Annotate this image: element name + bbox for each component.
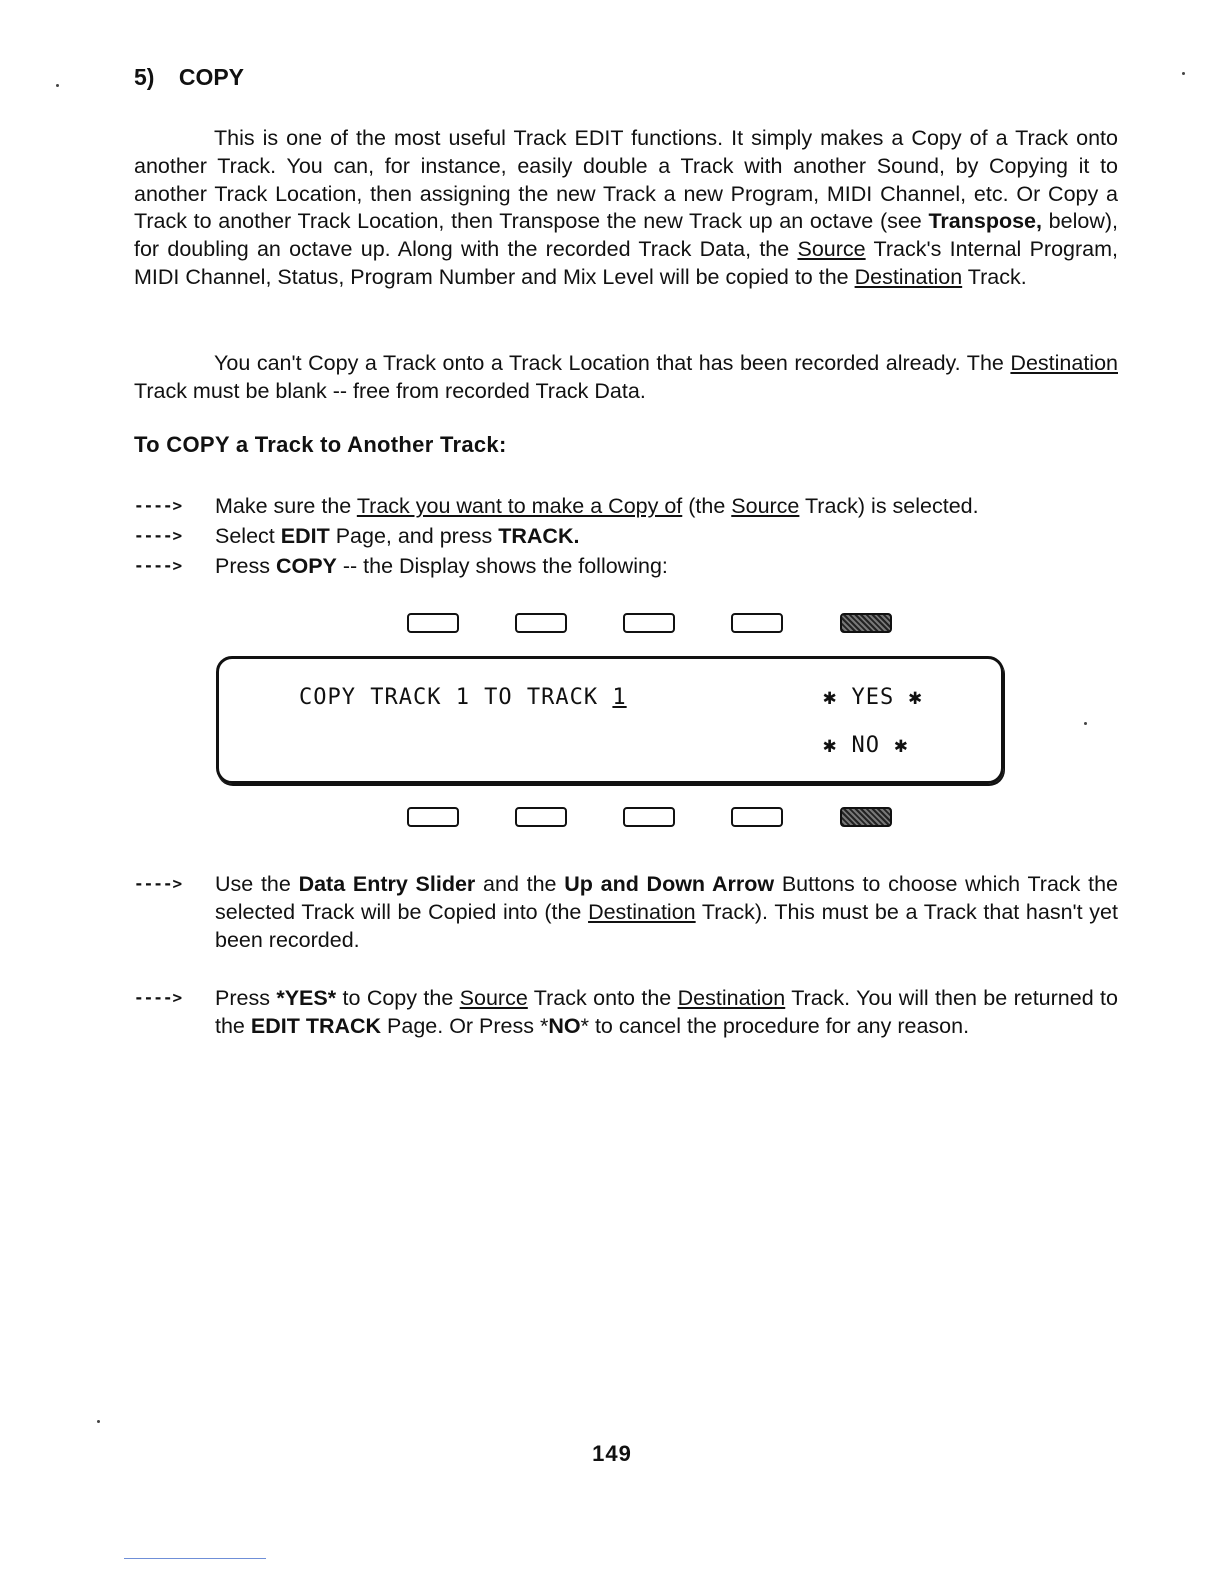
scan-speck: [56, 84, 59, 87]
scan-speck: [97, 1420, 100, 1423]
step-5-text: Press *YES* to Copy the Source Track onto the Destination Track. You will then be returned to the EDIT TRACK Page. Or Press *NO* to cancel the procedure for any reason.: [215, 986, 1118, 1038]
step-2-text: Select EDIT Page, and press TRACK.: [215, 524, 580, 548]
softkey-top-3: [623, 613, 675, 633]
softkey-bottom-2: [515, 807, 567, 827]
arrow-icon: ---->: [134, 988, 183, 1007]
arrow-icon: ---->: [134, 874, 183, 893]
section-heading: [134, 64, 244, 91]
softkey-top-4: [731, 613, 783, 633]
step-3-text: Press COPY -- the Display shows the following:: [215, 554, 668, 578]
intro-paragraph-1: This is one of the most useful Track EDIT functions. It simply makes a Copy of a Track onto another Track. You can, for instance, easily double a Track with another Sound, by Copying it to another Track Location, then assigning the new Track a new Program, MIDI Channel, etc. Or Copy a Track to another Track Location, then Transpose the new Track up an octave (see Transpose, below), for doubling an octave up. Along with the recorded Track Data, the Source Track's Internal Program, MIDI Channel, Status, Program Number and Mix Level will be copied to the Destination Track.: [134, 126, 1119, 289]
arrow-icon: ---->: [134, 556, 183, 575]
page-number: 149: [592, 1441, 632, 1466]
softkey-top-yes-active: [840, 613, 892, 633]
softkey-bottom-1: [407, 807, 459, 827]
display-line-1: COPY TRACK 1 TO TRACK 1: [299, 685, 627, 710]
section-number: 5): [134, 64, 155, 90]
step-1-text: Make sure the Track you want to make a Copy of (the Source Track) is selected.: [215, 494, 979, 518]
arrow-icon: ---->: [134, 496, 183, 515]
scan-speck: [1182, 72, 1185, 75]
procedure-title: To COPY a Track to Another Track:: [134, 432, 507, 457]
intro-paragraph-2: You can't Copy a Track onto a Track Location that has been recorded already. The Destination Track must be blank -- free from recorded Track Data.: [134, 351, 1118, 403]
arrow-icon: ---->: [134, 526, 183, 545]
section-title: COPY: [178, 64, 245, 90]
display-no: ✱ NO ✱: [823, 733, 909, 758]
step-5: [134, 984, 1118, 1068]
step-4: [134, 870, 1118, 954]
step-4-text: Use the Data Entry Slider and the Up and Down Arrow Buttons to choose which Track the selected Track will be Copied into (the Destination Track). This must be a Track that hasn't yet been recorded.: [215, 872, 1119, 952]
softkey-bottom-4: [731, 807, 783, 827]
softkey-bottom-no-active: [840, 807, 892, 827]
destination-track-value: 1: [612, 685, 627, 710]
footer-rule: [124, 1558, 266, 1559]
display-yes: ✱ YES ✱: [823, 685, 923, 710]
lcd-display: [216, 656, 1004, 784]
softkey-top-2: [515, 613, 567, 633]
softkey-bottom-3: [623, 807, 675, 827]
softkey-top-1: [407, 613, 459, 633]
scan-speck: [1084, 722, 1087, 725]
